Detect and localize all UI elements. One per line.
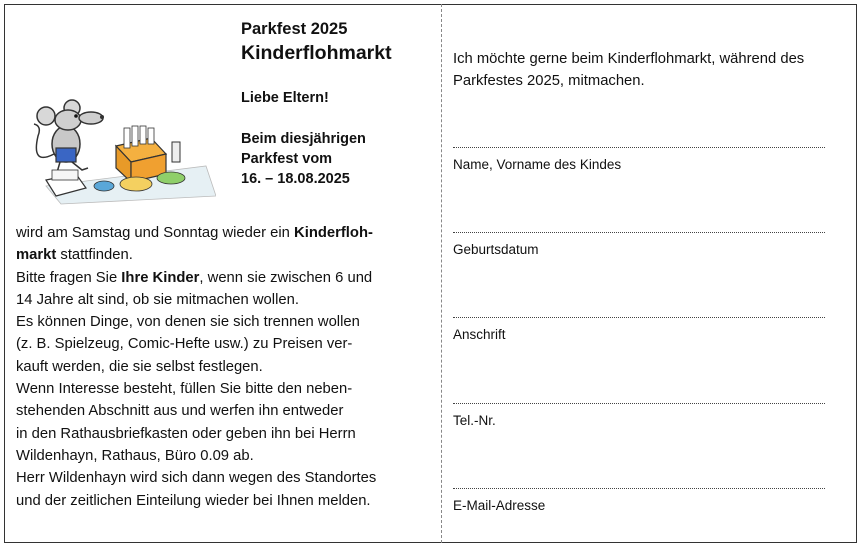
mouse-flea-market-illustration: [16, 96, 216, 206]
body-line: (z. B. Spielzeug, Comic-Hefte usw.) zu Preisen ver-: [16, 336, 353, 353]
field-label: Tel.-Nr.: [453, 413, 496, 428]
field-label: Name, Vorname des Kindes: [453, 157, 622, 172]
field-birthdate[interactable]: [453, 232, 825, 258]
body-line: kauft werden, die sie selbst festlegen.: [16, 358, 263, 375]
write-line[interactable]: [453, 147, 825, 148]
body-line: 14 Jahre alt sind, ob sie mitmachen wollen.: [16, 291, 299, 308]
body-line: Wenn Interesse besteht, füllen Sie bitte den neben-: [16, 381, 353, 398]
intro-line-1: Beim diesjährigen: [241, 131, 366, 147]
field-label: Anschrift: [453, 327, 506, 342]
form-intro: Ich möchte gerne beim Kinderflohmarkt, während des Parkfestes 2025, mitmachen.: [453, 51, 805, 89]
body-line: in den Rathausbriefkasten oder geben ihn bei Herrn: [16, 425, 356, 442]
field-email[interactable]: [453, 488, 825, 514]
greeting: Liebe Eltern!: [241, 90, 329, 106]
body-line: markt stattfinden.: [16, 247, 133, 264]
field-child-name[interactable]: [453, 147, 825, 173]
body-line: Bitte fragen Sie Ihre Kinder, wenn sie zwischen 6 und: [16, 269, 373, 286]
cut-line: [441, 4, 442, 543]
write-line[interactable]: [453, 232, 825, 233]
body-line: Wildenhayn, Rathaus, Büro 0.09 ab.: [16, 447, 254, 464]
field-label: Geburtsdatum: [453, 242, 539, 257]
field-label: E-Mail-Adresse: [453, 498, 546, 513]
field-address[interactable]: [453, 317, 825, 343]
event-subtitle: Kinderflohmarkt: [241, 42, 392, 64]
event-dates: 16. – 18.08.2025: [241, 171, 350, 187]
write-line[interactable]: [453, 317, 825, 318]
body-line: Es können Dinge, von denen sie sich trennen wollen: [16, 314, 360, 331]
body-line: und der zeitlichen Einteilung wieder bei Ihnen melden.: [16, 492, 371, 509]
intro-line-2: Parkfest vom: [241, 151, 333, 167]
header-block: [241, 18, 431, 189]
body-line: Herr Wildenhayn wird sich dann wegen des Standortes: [16, 470, 377, 487]
write-line[interactable]: [453, 488, 825, 489]
body-text: [16, 222, 426, 512]
write-line[interactable]: [453, 403, 825, 404]
field-phone[interactable]: [453, 403, 825, 429]
event-title: Parkfest 2025: [241, 20, 348, 38]
body-line: stehenden Abschnitt aus und werfen ihn entweder: [16, 403, 344, 420]
body-line: wird am Samstag und Sonntag wieder ein Kinderfloh-: [16, 225, 373, 241]
intro-text: [241, 129, 431, 189]
